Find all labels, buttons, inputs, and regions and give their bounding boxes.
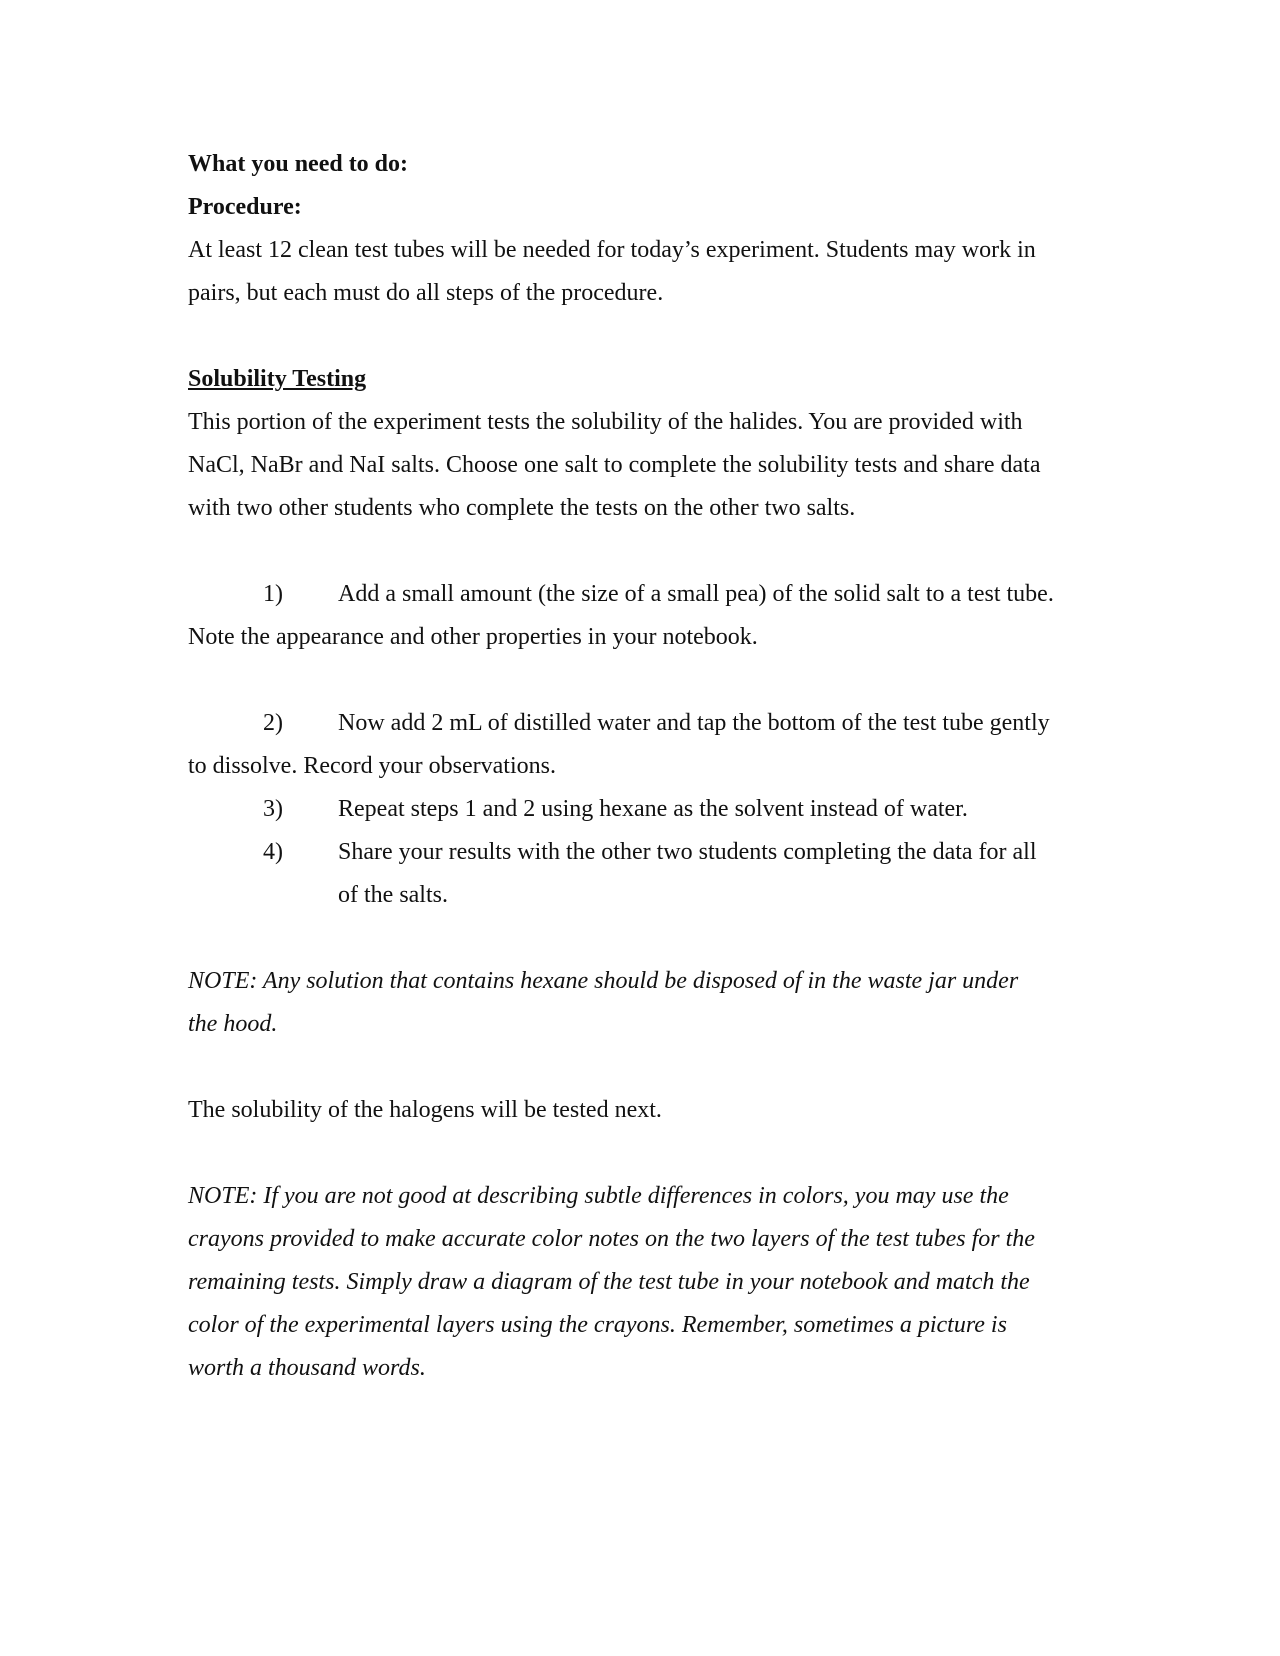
- intro-line-2: pairs, but each must do all steps of the procedure.: [188, 280, 664, 306]
- note-crayons-line-3: remaining tests. Simply draw a diagram of the test tube in your notebook and match the: [188, 1269, 1030, 1295]
- intro-line-1: At least 12 clean test tubes will be needed for today’s experiment. Students may work in: [188, 237, 1036, 263]
- heading-procedure: Procedure:: [188, 194, 302, 220]
- solubility-line-1: This portion of the experiment tests the solubility of the halides. You are provided with: [188, 409, 1023, 435]
- note-hexane-line-1: NOTE: Any solution that contains hexane should be disposed of in the waste jar under: [188, 968, 1019, 994]
- note-crayons-line-2: crayons provided to make accurate color notes on the two layers of the test tubes for the: [188, 1226, 1035, 1252]
- step-2-continuation: to dissolve. Record your observations.: [188, 753, 556, 779]
- note-hexane-line-2: the hood.: [188, 1011, 278, 1037]
- step-2-number: 2): [263, 710, 283, 736]
- solubility-line-3: with two other students who complete the tests on the other two salts.: [188, 495, 856, 521]
- step-1-continuation: Note the appearance and other properties in your notebook.: [188, 624, 758, 650]
- step-4-number: 4): [263, 839, 283, 865]
- solubility-line-2: NaCl, NaBr and NaI salts. Choose one salt to complete the solubility tests and share data: [188, 452, 1041, 478]
- step-3-number: 3): [263, 796, 283, 822]
- step-4-continuation: of the salts.: [338, 882, 448, 908]
- step-3-text: Repeat steps 1 and 2 using hexane as the solvent instead of water.: [338, 796, 968, 822]
- note-crayons-line-4: color of the experimental layers using the crayons. Remember, sometimes a picture is: [188, 1312, 1007, 1338]
- step-1-text: Add a small amount (the size of a small pea) of the solid salt to a test tube.: [338, 581, 1054, 607]
- note-crayons-line-5: worth a thousand words.: [188, 1355, 426, 1381]
- section-title-solubility: Solubility Testing: [188, 366, 367, 392]
- halogens-line: The solubility of the halogens will be tested next.: [188, 1097, 662, 1123]
- note-crayons-line-1: NOTE: If you are not good at describing subtle differences in colors, you may use the: [188, 1183, 1009, 1209]
- step-4-text: Share your results with the other two students completing the data for all: [338, 839, 1037, 865]
- step-2-text: Now add 2 mL of distilled water and tap the bottom of the test tube gently: [338, 710, 1050, 736]
- heading-what-you-need: What you need to do:: [188, 151, 409, 177]
- step-1-number: 1): [263, 581, 283, 607]
